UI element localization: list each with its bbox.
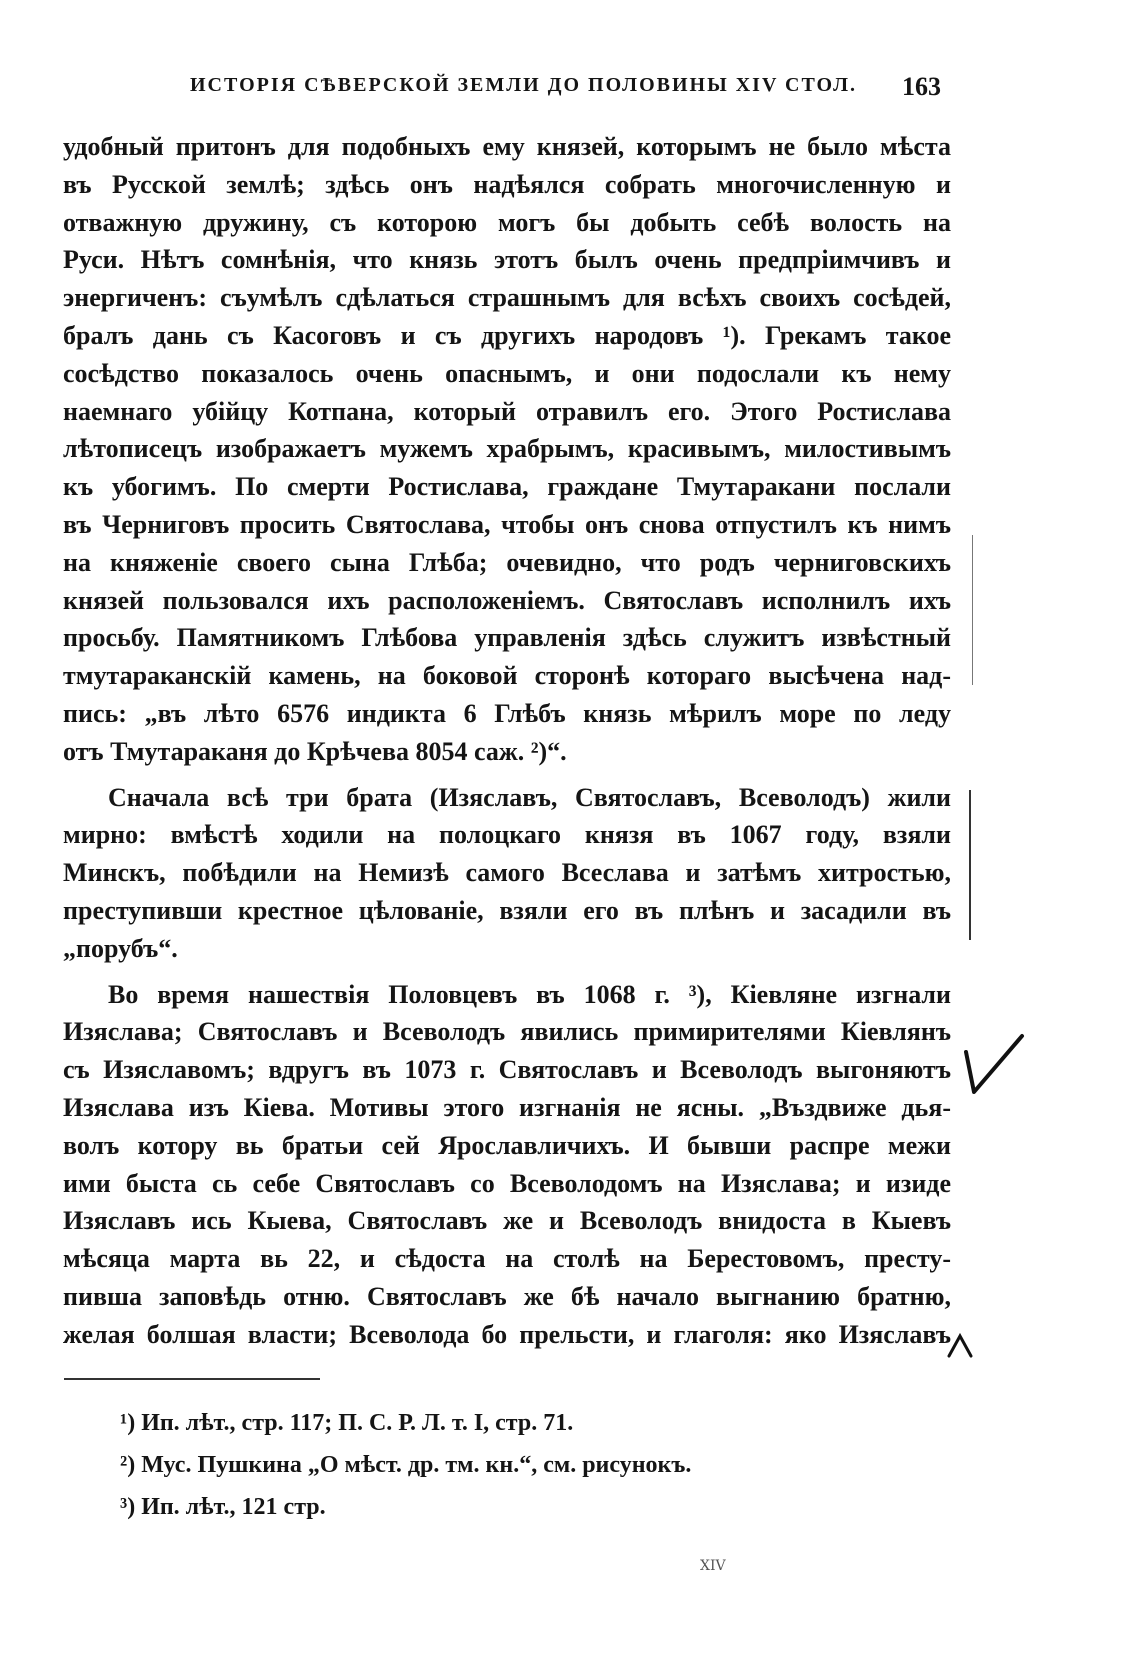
caret-icon — [945, 1330, 975, 1360]
text-line: пивша заповѣдь отню. Святославъ же бѣ начало выгнанию братню, — [63, 1281, 951, 1311]
text-line: Руси. Нѣтъ сомнѣнія, что князь этотъ былъ очень предпріимчивъ и — [63, 245, 951, 275]
margin-bar-mark — [969, 790, 971, 940]
text-line: Изяслава; Святославъ и Всеволодъ явились примирителями Кіевлянъ — [63, 1017, 951, 1047]
body-text — [63, 128, 951, 1354]
text-line: мирно: вмѣстѣ ходили на полоцкаго князя въ 1067 году, взяли — [63, 820, 951, 850]
text-line: энергиченъ: съумѣлъ сдѣлаться страшнымъ для всѣхъ своихъ сосѣдей, — [63, 283, 951, 313]
text-line: бралъ дань съ Касоговъ и съ другихъ народовъ ¹). Грекамъ такое — [63, 320, 951, 350]
text-line: лѣтописецъ изображаетъ мужемъ храбрымъ, красивымъ, милостивымъ — [63, 434, 951, 464]
text-line: отъ Тмутараканя до Крѣчева 8054 саж. ²)“. — [63, 736, 567, 766]
text-line: пись: „въ лѣто 6576 индикта 6 Глѣбъ князь мѣрилъ море по леду — [63, 698, 951, 728]
footnote-3: ³) Ип. лѣт., 121 стр. — [120, 1494, 326, 1520]
text-line: въ Русской землѣ; здѣсь онъ надѣялся собрать многочисленную и — [63, 169, 951, 199]
text-line: на княженіе своего сына Глѣба; очевидно, что родъ черниговскихъ — [63, 547, 951, 577]
checkmark-icon — [960, 1030, 1030, 1100]
footnote-rule — [64, 1378, 320, 1380]
text-line: просьбу. Памятникомъ Глѣбова управленія здѣсь служитъ извѣстный — [63, 623, 951, 653]
paragraph-2 — [63, 779, 951, 968]
text-line: наемнаго убійцу Котпана, который отравилъ его. Этого Ростислава — [63, 396, 951, 426]
text-line: удобный притонъ для подобныхъ ему князей, которымъ не было мѣста — [63, 132, 951, 161]
text-line: волъ котору вь братьи сей Ярославличихъ. И бывши распре межи — [63, 1130, 951, 1160]
footnote-1: ¹) Ип. лѣт., стр. 117; П. С. Р. Л. т. I, стр. 71. — [120, 1410, 574, 1436]
text-line: отважную дружину, съ которою могъ бы добыть себѣ волость на — [63, 207, 951, 237]
text-line: къ убогимъ. По смерти Ростислава, граждане Тмутаракани послали — [63, 472, 951, 502]
text-line: желая болшая власти; Всеволода бо прельсти, и глаголя: яко Изяславъ — [63, 1319, 951, 1349]
running-head: ИСТОРІЯ СѢВЕРСКОЙ ЗЕМЛИ ДО ПОЛОВИНЫ XIV СТОЛ. — [190, 74, 858, 96]
paragraph-1 — [63, 128, 951, 771]
text-line: Изяславъ ись Кыева, Святославъ же и Всеволодъ внидоста в Кыевъ — [63, 1206, 951, 1236]
text-line: Изяслава изъ Кіева. Мотивы этого изгнанія не ясны. „Въздвиже дья- — [63, 1092, 951, 1122]
footnotes — [120, 1402, 691, 1528]
text-line: „порубъ“. — [63, 933, 178, 963]
text-line: съ Изяславомъ; вдругъ въ 1073 г. Святославъ и Всеволодъ выгоняютъ — [63, 1055, 951, 1085]
footnote-2: ²) Мус. Пушкина „О мѣст. др. тм. кн.“, см. рисунокъ. — [120, 1452, 692, 1478]
margin-line-mark — [972, 535, 973, 685]
paragraph-3 — [63, 976, 951, 1354]
text-line: сосѣдство показалось очень опаснымъ, и они подослали къ нему — [63, 358, 951, 388]
text-line: въ Черниговъ просить Святослава, чтобы онъ снова отпустилъ къ нимъ — [63, 509, 951, 539]
text-line: Во время нашествія Половцевъ въ 1068 г. ³), Кіевляне изгнали — [108, 979, 951, 1009]
text-line: тмутараканскій камень, на боковой сторонѣ котораго высѣчена над- — [63, 661, 951, 691]
text-line: Сначала всѣ три брата (Изяславъ, Святославъ, Всеволодъ) жили — [108, 782, 951, 812]
text-line: мѣсяца марта вь 22, и сѣдоста на столѣ на Берестовомъ, престу- — [63, 1244, 951, 1274]
signature-mark: XIV — [700, 1558, 726, 1574]
text-line: ими быста сь себе Святославъ со Всеволодомъ на Изяслава; и изиде — [63, 1168, 951, 1198]
page-number: 163 — [902, 72, 941, 101]
text-line: Минскъ, побѣдили на Немизѣ самого Всеслава и затѣмъ хитростью, — [63, 858, 951, 888]
text-line: князей пользовался ихъ расположеніемъ. Святославъ исполнилъ ихъ — [63, 585, 951, 615]
text-line: преступивши крестное цѣлованіе, взяли его въ плѣнъ и засадили въ — [63, 895, 951, 925]
